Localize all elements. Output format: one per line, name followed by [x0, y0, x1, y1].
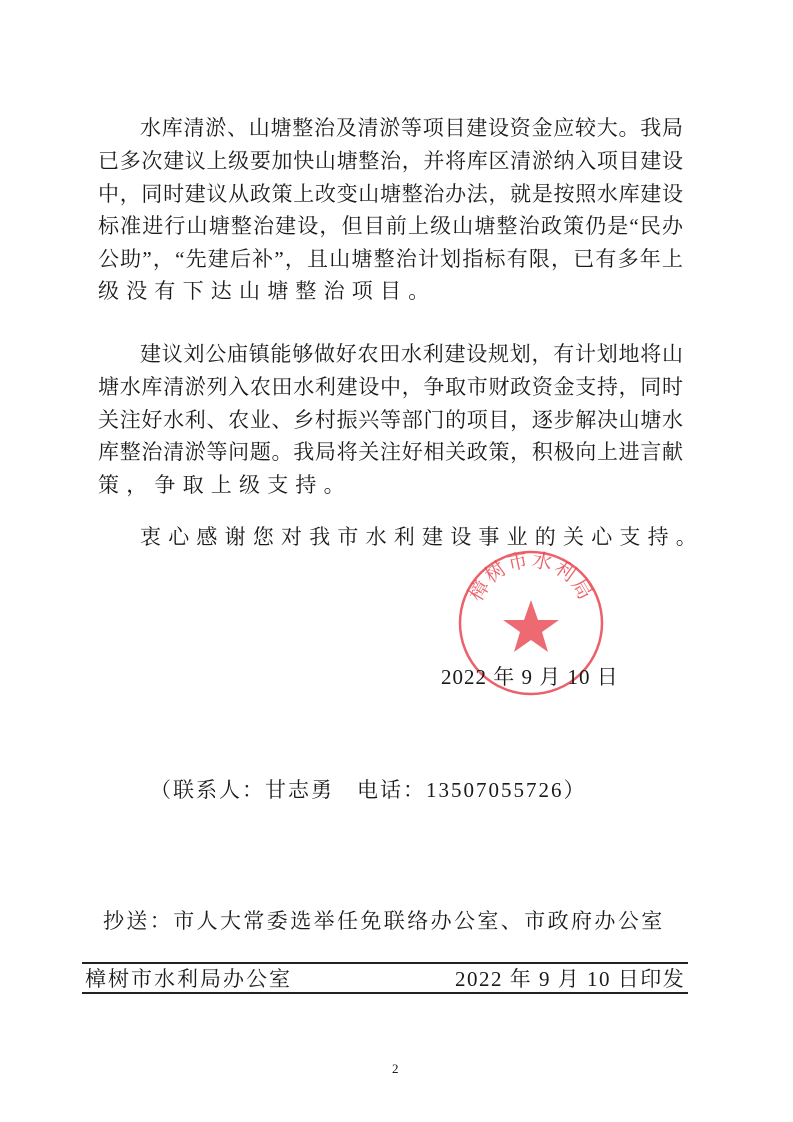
divider [82, 992, 688, 994]
page-number: 2 [392, 1061, 399, 1076]
text-line: 级没有下达山塘整治项目。 [98, 279, 437, 303]
text-line: 公助”，“先建后补”，且山塘整治计划指标有限，已有多年上 [98, 247, 683, 271]
text-line: 水库清淤、山塘整治及清淤等项目建设资金应较大。我局 [140, 116, 683, 140]
text-line: 塘水库清淤列入农田水利建设中，争取市财政资金支持，同时 [98, 375, 683, 399]
issue-date: 2022 年 9 月 10 日印发 [455, 967, 686, 991]
text-line: 标准进行山塘整治建设，但目前上级山塘整治政策仍是“民办 [98, 214, 683, 238]
text-line: 关注好水利、农业、乡村振兴等部门的项目，逐步解决山塘水 [98, 408, 683, 432]
issuer: 樟树市水利局办公室 [85, 967, 292, 991]
signature-date: 2022 年 9 月 10 日 [441, 665, 619, 689]
divider [82, 962, 688, 964]
closing-line: 衷心感谢您对我市水利建设事业的关心支持。 [140, 525, 704, 549]
cc-line: 抄送：市人大常委选举任免联络办公室、市政府办公室 [103, 909, 665, 933]
text-line: 库整治清淤等问题。我局将关注好相关政策，积极向上进言献 [98, 440, 683, 464]
text-line: 建议刘公庙镇能够做好农田水利建设规划，有计划地将山 [140, 342, 683, 366]
text-line: 中，同时建议从政策上改变山塘整治办法，就是按照水库建设 [98, 182, 683, 206]
contact-info: （联系人：甘志勇 电话：13507055726） [150, 778, 587, 802]
text-line: 已多次建议上级要加快山塘整治，并将库区清淤纳入项目建设 [98, 149, 683, 173]
star-icon [503, 600, 559, 652]
svg-text:樟树市水利局: 樟树市水利局 [463, 548, 599, 606]
text-line: 策，争取上级支持。 [98, 473, 352, 497]
